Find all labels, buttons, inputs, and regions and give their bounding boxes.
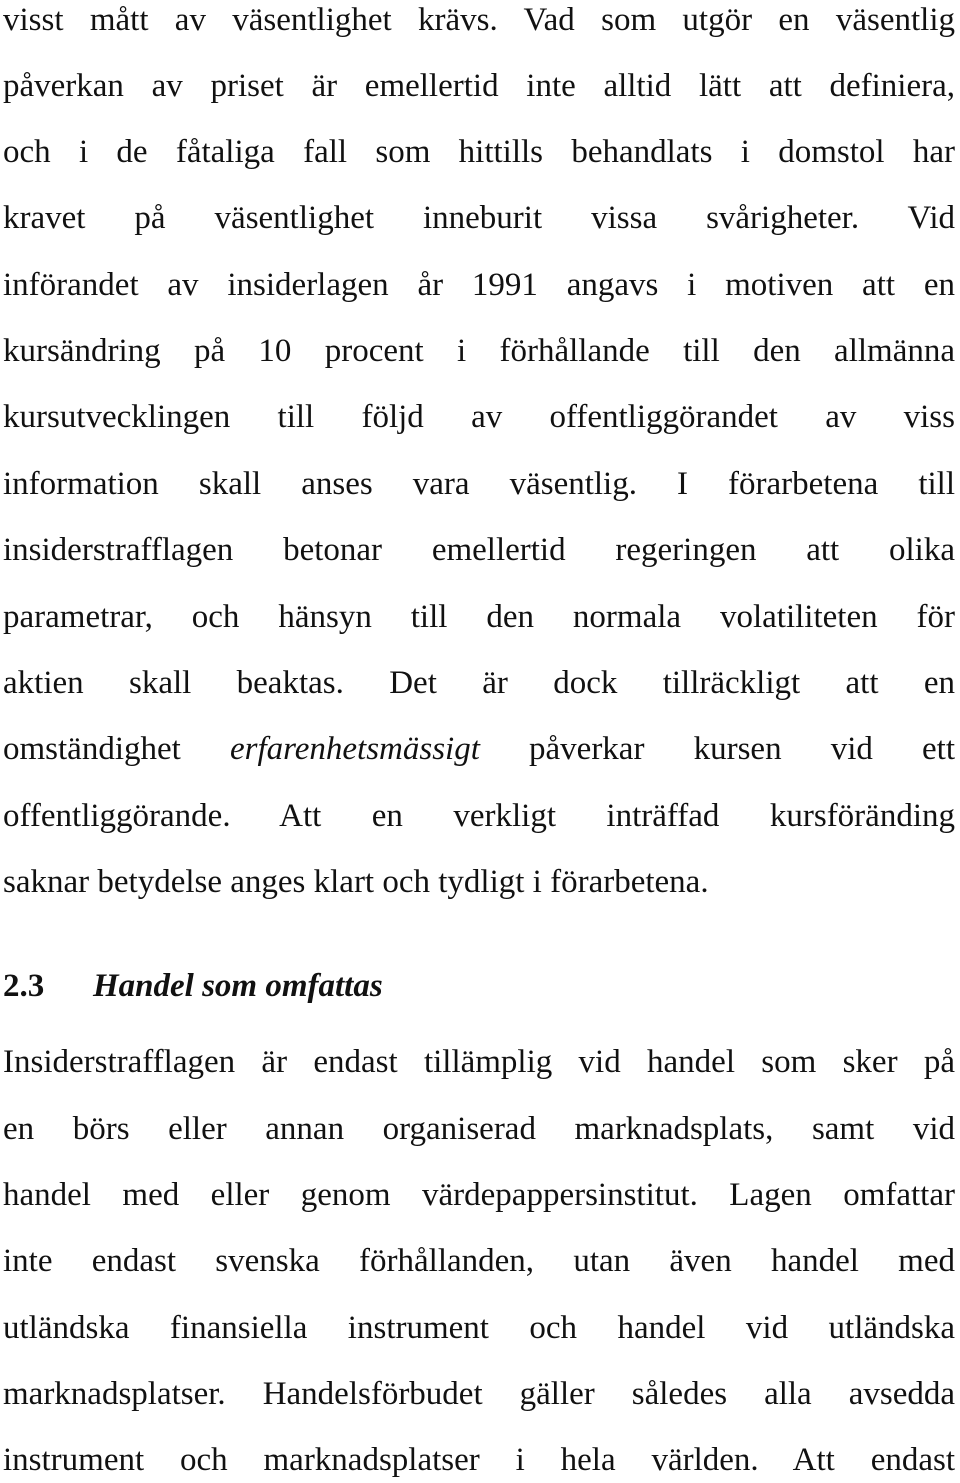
- text-line: instrument och marknadsplatser i hela världen. Att endast: [3, 1442, 955, 1478]
- emphasized-text: erfarenhetsmässigt: [229, 731, 480, 767]
- text-line: och i de fåtaliga fall som hittills behandlats i domstol har: [3, 134, 955, 170]
- text-line: [3, 729, 955, 769]
- text-segment: omständighet: [3, 731, 230, 767]
- text-line: införandet av insiderlagen år 1991 angavs i motiven att en: [3, 267, 955, 303]
- text-line: saknar betydelse anges klart och tydligt i förarbetena.: [3, 864, 709, 900]
- text-line: utländska finansiella instrument och handel vid utländska: [3, 1310, 955, 1346]
- text-line: kursändring på 10 procent i förhållande till den allmänna: [3, 333, 955, 369]
- text-line: en börs eller annan organiserad marknadsplats, samt vid: [3, 1111, 955, 1147]
- text-line: kursutvecklingen till följd av offentliggörandet av viss: [3, 399, 955, 435]
- text-line: handel med eller genom värdepappersinstitut. Lagen omfattar: [3, 1177, 955, 1213]
- text-line: offentliggörande. Att en verkligt inträffad kursföränding: [3, 798, 955, 834]
- text-line: parametrar, och hänsyn till den normala volatiliteten för: [3, 599, 955, 635]
- section-heading: [3, 964, 383, 1008]
- text-line: marknadsplatser. Handelsförbudet gäller således alla avsedda: [3, 1376, 955, 1412]
- text-line: påverkan av priset är emellertid inte alltid lätt att definiera,: [3, 68, 955, 104]
- text-line: insiderstrafflagen betonar emellertid regeringen att olika: [3, 532, 955, 568]
- text-segment: påverkar kursen vid ett: [479, 731, 955, 767]
- text-line: Insiderstrafflagen är endast tillämplig vid handel som sker på: [3, 1044, 955, 1080]
- text-line: aktien skall beaktas. Det är dock tillräckligt att en: [3, 665, 955, 701]
- section-number: 2.3: [3, 968, 45, 1004]
- text-line: inte endast svenska förhållanden, utan även handel med: [3, 1243, 955, 1279]
- section-title: Handel som omfattas: [93, 968, 383, 1004]
- text-line: kravet på väsentlighet inneburit vissa svårigheter. Vid: [3, 200, 955, 236]
- text-line: information skall anses vara väsentlig. I förarbetena till: [3, 466, 955, 502]
- text-line: visst mått av väsentlighet krävs. Vad som utgör en väsentlig: [3, 2, 955, 38]
